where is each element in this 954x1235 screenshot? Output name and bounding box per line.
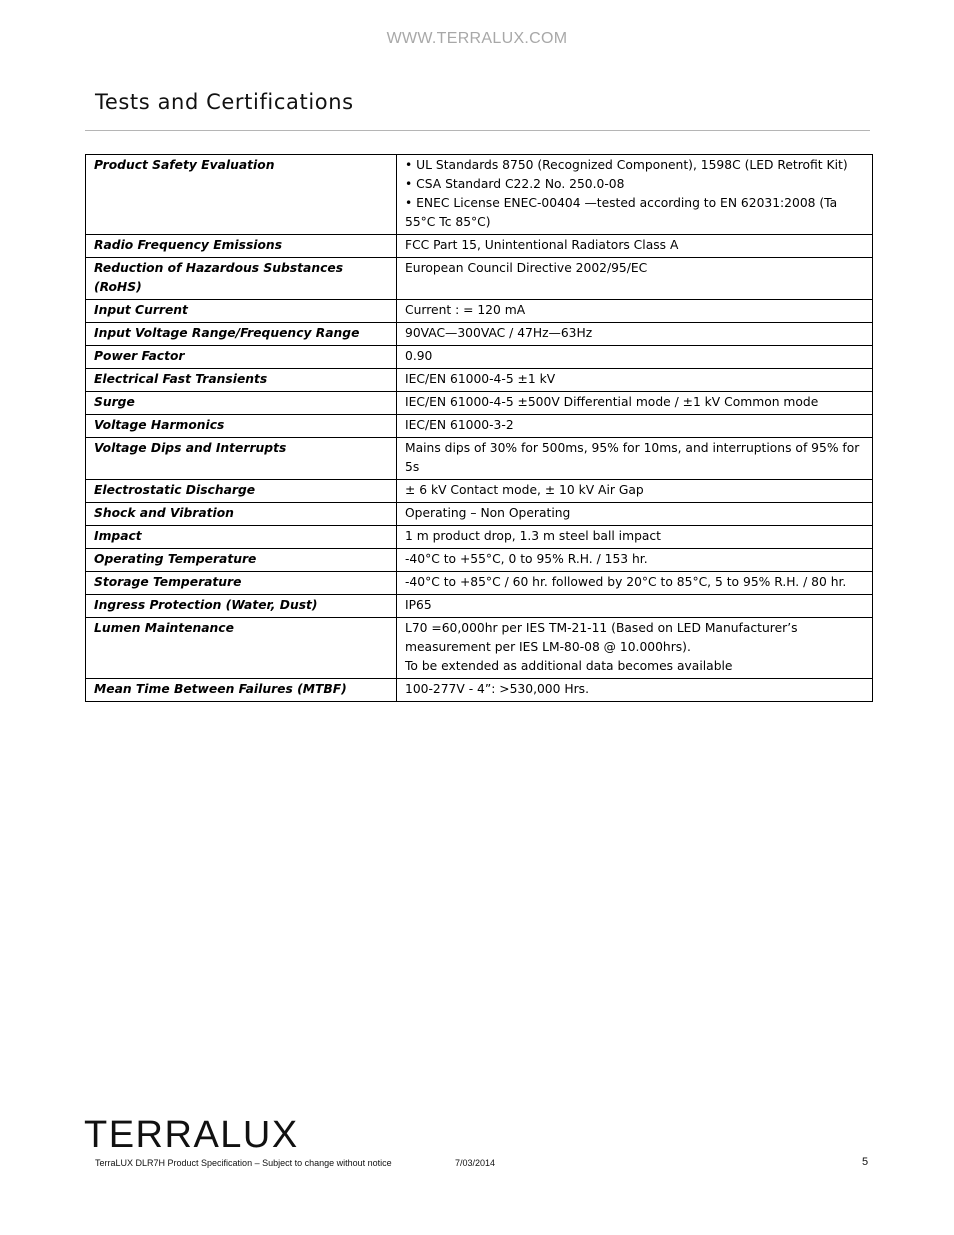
spec-label: Voltage Harmonics [94, 418, 225, 432]
table-row [86, 503, 873, 526]
spec-label: Voltage Dips and Interrupts [94, 441, 287, 455]
spec-label-cell [86, 438, 397, 480]
spec-value-cell [397, 415, 873, 438]
spec-value-line: Mains dips of 30% for 500ms, 95% for 10ms, and interruptions of 95% for 5s [405, 441, 860, 474]
spec-value-line: Operating – Non Operating [405, 506, 571, 520]
spec-value-cell [397, 679, 873, 702]
footer-date: 7/03/2014 [455, 1158, 496, 1168]
spec-label: Product Safety Evaluation [94, 158, 275, 172]
spec-label-cell [86, 549, 397, 572]
spec-value-line: To be extended as additional data becomes available [405, 659, 733, 673]
table-row [86, 415, 873, 438]
spec-value-cell [397, 258, 873, 300]
spec-label-cell [86, 258, 397, 300]
spec-value-line: IEC/EN 61000-4-5 ±500V Differential mode / ±1 kV Common mode [405, 395, 819, 409]
spec-value-cell [397, 503, 873, 526]
spec-label: Surge [94, 395, 135, 409]
table-row [86, 369, 873, 392]
spec-value-cell [397, 549, 873, 572]
spec-label-cell [86, 155, 397, 235]
terralux-logo: TERRALUX [84, 1114, 299, 1156]
spec-value-cell [397, 618, 873, 679]
spec-value-cell [397, 572, 873, 595]
spec-value-line: • UL Standards 8750 (Recognized Component), 1598C (LED Retrofit Kit) [405, 158, 848, 172]
spec-value-cell [397, 323, 873, 346]
spec-value-line: -40°C to +85°C / 60 hr. followed by 20°C to 85°C, 5 to 95% R.H. / 80 hr. [405, 575, 847, 589]
spec-value-line: Current : = 120 mA [405, 303, 526, 317]
spec-label: Ingress Protection (Water, Dust) [94, 598, 318, 612]
spec-value-cell [397, 526, 873, 549]
spec-label: Electrostatic Discharge [94, 483, 256, 497]
spec-label: Storage Temperature [94, 575, 242, 589]
site-url: WWW.TERRALUX.COM [386, 30, 568, 47]
spec-value-line: FCC Part 15, Unintentional Radiators Class A [405, 238, 679, 252]
spec-value-line: 0.90 [405, 349, 433, 363]
spec-value-cell [397, 155, 873, 235]
spec-value-cell [397, 438, 873, 480]
table-row [86, 155, 873, 235]
spec-value-line: IEC/EN 61000-3-2 [405, 418, 514, 432]
spec-label: Input Voltage Range/Frequency Range [94, 326, 360, 340]
spec-label-cell [86, 415, 397, 438]
spec-value-cell [397, 595, 873, 618]
spec-value-line: -40°C to +55°C, 0 to 95% R.H. / 153 hr. [405, 552, 648, 566]
spec-label: Radio Frequency Emissions [94, 238, 283, 252]
spec-value-line: 1 m product drop, 1.3 m steel ball impact [405, 529, 662, 543]
spec-label: Lumen Maintenance [94, 621, 234, 635]
page-title: Tests and Certifications [95, 90, 354, 114]
spec-value-line: 100-277V - 4”: >530,000 Hrs. [405, 682, 589, 696]
spec-label: Mean Time Between Failures (MTBF) [94, 682, 347, 696]
spec-label: Shock and Vibration [94, 506, 234, 520]
table-row [86, 258, 873, 300]
spec-label-cell [86, 618, 397, 679]
spec-label-cell [86, 503, 397, 526]
spec-value-cell [397, 480, 873, 503]
spec-value-line: • ENEC License ENEC-00404 —tested according to EN 62031:2008 (Ta 55°C Tc 85°C) [405, 196, 838, 229]
spec-label: Input Current [94, 303, 188, 317]
specifications-table-body [86, 155, 873, 702]
spec-value-cell [397, 346, 873, 369]
spec-value-cell [397, 392, 873, 415]
footer-description: TerraLUX DLR7H Product Specification – Subject to change without notice [95, 1158, 392, 1168]
table-row [86, 392, 873, 415]
spec-value-line: 90VAC—300VAC / 47Hz—63Hz [405, 326, 593, 340]
specifications-table [85, 154, 873, 702]
spec-value-cell [397, 235, 873, 258]
table-row [86, 480, 873, 503]
spec-label-cell [86, 595, 397, 618]
spec-label-cell [86, 480, 397, 503]
spec-label: Reduction of Hazardous Substances (RoHS) [94, 261, 344, 294]
table-row [86, 618, 873, 679]
spec-value-line: European Council Directive 2002/95/EC [405, 261, 648, 275]
spec-label-cell [86, 346, 397, 369]
spec-label-cell [86, 323, 397, 346]
spec-label-cell [86, 235, 397, 258]
spec-label-cell [86, 572, 397, 595]
spec-label: Impact [94, 529, 142, 543]
spec-value-line: • CSA Standard C22.2 No. 250.0-08 [405, 177, 625, 191]
spec-label: Electrical Fast Transients [94, 372, 268, 386]
spec-value-line: IEC/EN 61000-4-5 ±1 kV [405, 372, 556, 386]
table-row [86, 572, 873, 595]
spec-label-cell [86, 679, 397, 702]
spec-value-line: ± 6 kV Contact mode, ± 10 kV Air Gap [405, 483, 644, 497]
spec-label-cell [86, 369, 397, 392]
table-row [86, 595, 873, 618]
table-row [86, 235, 873, 258]
table-row [86, 346, 873, 369]
table-row [86, 300, 873, 323]
table-row [86, 549, 873, 572]
spec-label: Power Factor [94, 349, 185, 363]
table-row [86, 323, 873, 346]
title-divider [85, 130, 870, 131]
spec-value-cell [397, 300, 873, 323]
spec-value-line: L70 =60,000hr per IES TM-21-11 (Based on LED Manufacturer’s measurement per IES LM-80-08 @ 10.000hrs). [405, 621, 798, 654]
table-row [86, 526, 873, 549]
spec-label-cell [86, 526, 397, 549]
page-number: 5 [862, 1156, 869, 1168]
spec-value-cell [397, 369, 873, 392]
spec-label-cell [86, 392, 397, 415]
spec-value-line: IP65 [405, 598, 432, 612]
spec-label: Operating Temperature [94, 552, 257, 566]
table-row [86, 438, 873, 480]
spec-label-cell [86, 300, 397, 323]
table-row [86, 679, 873, 702]
